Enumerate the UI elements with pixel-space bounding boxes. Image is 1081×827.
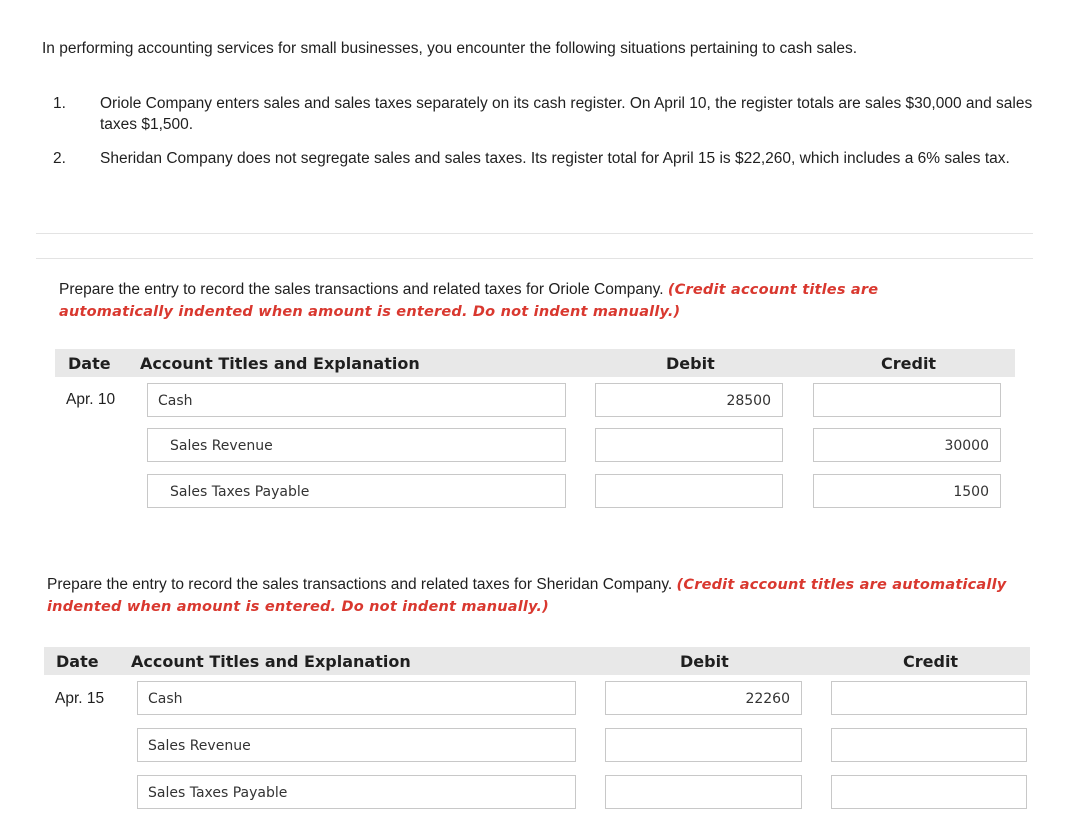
- debit-input[interactable]: [595, 428, 783, 462]
- credit-input[interactable]: 30000: [813, 428, 1001, 462]
- debit-input[interactable]: [605, 775, 802, 809]
- header-debit: Debit: [666, 354, 715, 373]
- entry-date: Apr. 15: [55, 690, 105, 707]
- account-title-input[interactable]: Sales Revenue: [137, 728, 576, 762]
- header-account: Account Titles and Explanation: [140, 354, 420, 373]
- header-credit: Credit: [881, 354, 937, 373]
- instruction-note: (Credit account titles are automatically indented when amount is entered. Do not indent manually.): [59, 282, 879, 320]
- instruction-text: Prepare the entry to record the sales transactions and related taxes for Sheridan Company.: [47, 576, 673, 593]
- part2-instruction: [47, 574, 1007, 618]
- account-title-input[interactable]: Cash: [147, 383, 566, 417]
- credit-input[interactable]: [831, 775, 1027, 809]
- divider: [36, 258, 1033, 259]
- credit-input[interactable]: [813, 383, 1001, 417]
- debit-input[interactable]: [595, 474, 783, 508]
- instruction-note: (Credit account titles are automatically indented when amount is entered. Do not indent manually.): [47, 577, 1007, 615]
- situation-item: [53, 148, 1043, 192]
- account-title-input[interactable]: Sales Revenue: [147, 428, 566, 462]
- credit-input[interactable]: [831, 681, 1027, 715]
- account-title-input[interactable]: Sales Taxes Payable: [137, 775, 576, 809]
- journal-header: [55, 349, 1015, 377]
- situation-text: Oriole Company enters sales and sales taxes separately on its cash register. On April 10, the register totals are sales $30,000 and sales taxes $1,500.: [100, 95, 1033, 133]
- entry-date: Apr. 10: [66, 391, 116, 408]
- instruction-text: Prepare the entry to record the sales transactions and related taxes for Oriole Company.: [59, 281, 664, 298]
- credit-input[interactable]: [831, 728, 1027, 762]
- intro-text: In performing accounting services for small businesses, you encounter the following situations pertaining to cash sales.: [42, 40, 858, 57]
- debit-input[interactable]: 22260: [605, 681, 802, 715]
- account-title-input[interactable]: Cash: [137, 681, 576, 715]
- header-date: Date: [68, 354, 111, 373]
- header-date: Date: [56, 652, 99, 671]
- divider: [36, 233, 1033, 234]
- situation-item: [53, 93, 1043, 137]
- header-debit: Debit: [680, 652, 729, 671]
- debit-input[interactable]: [605, 728, 802, 762]
- header-credit: Credit: [903, 652, 959, 671]
- debit-input[interactable]: 28500: [595, 383, 783, 417]
- situation-number: 2.: [53, 150, 66, 167]
- credit-input[interactable]: 1500: [813, 474, 1001, 508]
- situation-number: 1.: [53, 95, 66, 112]
- problem-intro: [42, 40, 1052, 58]
- journal-header: [44, 647, 1030, 675]
- situation-text: Sheridan Company does not segregate sales and sales taxes. Its register total for April 15 is $22,260, which includes a 6% sales tax.: [100, 150, 1010, 167]
- account-title-input[interactable]: Sales Taxes Payable: [147, 474, 566, 508]
- header-account: Account Titles and Explanation: [131, 652, 411, 671]
- part1-instruction: [59, 279, 989, 323]
